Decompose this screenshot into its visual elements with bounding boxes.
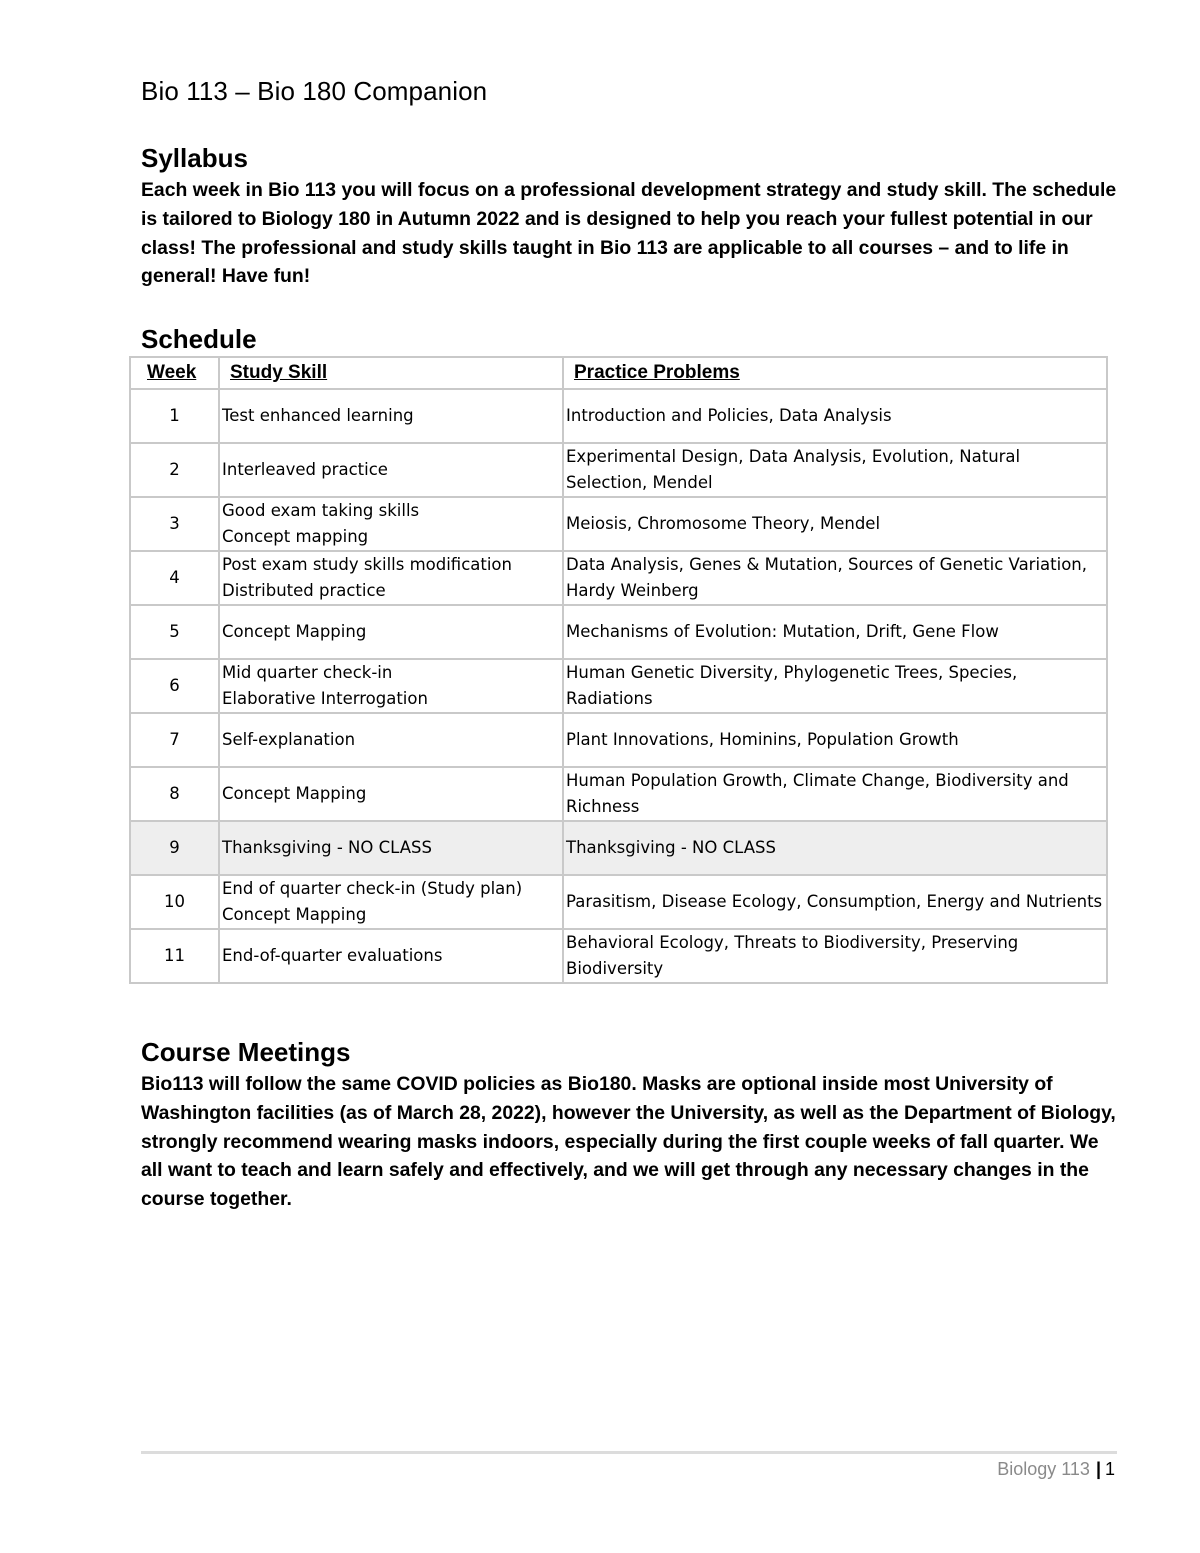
study-skill-line: Mid quarter check-in: [222, 663, 393, 682]
table-row: [130, 605, 1107, 659]
study-skill-cell: [219, 659, 563, 713]
study-skill-line: End of quarter check-in (Study plan): [222, 879, 523, 898]
practice-problems-cell: Meiosis, Chromosome Theory, Mendel: [563, 497, 1107, 551]
study-skill-line: Self-explanation: [222, 730, 356, 749]
course-meetings-heading: Course Meetings: [141, 1037, 351, 1067]
table-row: [130, 875, 1107, 929]
study-skill-cell: [219, 605, 563, 659]
schedule-table: [129, 356, 1108, 984]
study-skill-line: Thanksgiving - NO CLASS: [222, 838, 432, 857]
study-skill-line: Test enhanced learning: [222, 406, 414, 425]
practice-problems-cell: Human Genetic Diversity, Phylogenetic Trees, Species, Radiations: [563, 659, 1107, 713]
study-skill-line: Concept Mapping: [222, 622, 367, 641]
week-cell: 3: [130, 497, 219, 551]
study-skill-cell: [219, 821, 563, 875]
study-skill-cell: [219, 551, 563, 605]
table-row: [130, 713, 1107, 767]
column-header-practice-problems: Practice Problems: [563, 357, 1107, 389]
study-skill-cell: [219, 389, 563, 443]
week-cell: 6: [130, 659, 219, 713]
week-cell: 7: [130, 713, 219, 767]
study-skill-line: Elaborative Interrogation: [222, 689, 428, 708]
study-skill-line: Post exam study skills modification: [222, 555, 512, 574]
week-cell: 9: [130, 821, 219, 875]
page-number: 1: [1104, 1459, 1115, 1479]
footer-label: Biology 113: [997, 1459, 1090, 1479]
week-cell: 10: [130, 875, 219, 929]
study-skill-cell: [219, 497, 563, 551]
practice-problems-cell: Human Population Growth, Climate Change, Biodiversity and Richness: [563, 767, 1107, 821]
syllabus-paragraph: Each week in Bio 113 you will focus on a professional development strategy and study skill. The schedule is tailored to Biology 180 in Autumn 2022 and is designed to help you reach your fullest potential in our class! The professional and study skills taught in Bio 113 are applicable to all courses – and to life in general! Have fun!: [141, 179, 1117, 288]
study-skill-cell: [219, 713, 563, 767]
table-header-row: [130, 357, 1107, 389]
practice-problems-cell: Data Analysis, Genes & Mutation, Sources of Genetic Variation, Hardy Weinberg: [563, 551, 1107, 605]
column-header-study-skill: Study Skill: [219, 357, 563, 389]
table-row: [130, 551, 1107, 605]
schedule-table-body: [130, 389, 1107, 983]
study-skill-line: End-of-quarter evaluations: [222, 946, 443, 965]
table-row: [130, 767, 1107, 821]
practice-problems-cell: Thanksgiving - NO CLASS: [563, 821, 1107, 875]
week-cell: 8: [130, 767, 219, 821]
practice-problems-cell: Plant Innovations, Hominins, Population Growth: [563, 713, 1107, 767]
table-row: [130, 389, 1107, 443]
table-row: [130, 659, 1107, 713]
study-skill-line: Distributed practice: [222, 581, 386, 600]
study-skill-line: Concept Mapping: [222, 905, 367, 924]
table-row: [130, 443, 1107, 497]
week-cell: 2: [130, 443, 219, 497]
practice-problems-cell: Introduction and Policies, Data Analysis: [563, 389, 1107, 443]
course-meetings-paragraph: Bio113 will follow the same COVID policies as Bio180. Masks are optional inside most University of Washington facilities (as of March 28, 2022), however the University, as well as the Department of Biology, strongly recommend wearing masks indoors, especially during the first couple weeks of fall quarter. We all want to teach and learn safely and effectively, and we will get through any necessary changes in the course together.: [141, 1073, 1116, 1211]
study-skill-cell: [219, 875, 563, 929]
study-skill-line: Good exam taking skills: [222, 501, 420, 520]
practice-problems-cell: Mechanisms of Evolution: Mutation, Drift, Gene Flow: [563, 605, 1107, 659]
week-cell: 1: [130, 389, 219, 443]
study-skill-cell: [219, 443, 563, 497]
practice-problems-cell: Experimental Design, Data Analysis, Evolution, Natural Selection, Mendel: [563, 443, 1107, 497]
study-skill-line: Concept mapping: [222, 527, 369, 546]
table-row: [130, 929, 1107, 983]
practice-problems-cell: Parasitism, Disease Ecology, Consumption, Energy and Nutrients: [563, 875, 1107, 929]
week-cell: 4: [130, 551, 219, 605]
syllabus-heading: Syllabus: [141, 143, 248, 173]
table-row: [130, 497, 1107, 551]
page-footer: [997, 1459, 1115, 1480]
schedule-heading: Schedule: [141, 324, 257, 354]
study-skill-cell: [219, 767, 563, 821]
footer-separator: |: [1095, 1459, 1101, 1479]
practice-problems-cell: Behavioral Ecology, Threats to Biodiversity, Preserving Biodiversity: [563, 929, 1107, 983]
document-title: Bio 113 – Bio 180 Companion: [141, 76, 488, 106]
footer-divider: [141, 1451, 1117, 1454]
table-row: [130, 821, 1107, 875]
study-skill-line: Interleaved practice: [222, 460, 388, 479]
week-cell: 5: [130, 605, 219, 659]
week-cell: 11: [130, 929, 219, 983]
study-skill-cell: [219, 929, 563, 983]
study-skill-line: Concept Mapping: [222, 784, 367, 803]
column-header-week: Week: [130, 357, 219, 389]
